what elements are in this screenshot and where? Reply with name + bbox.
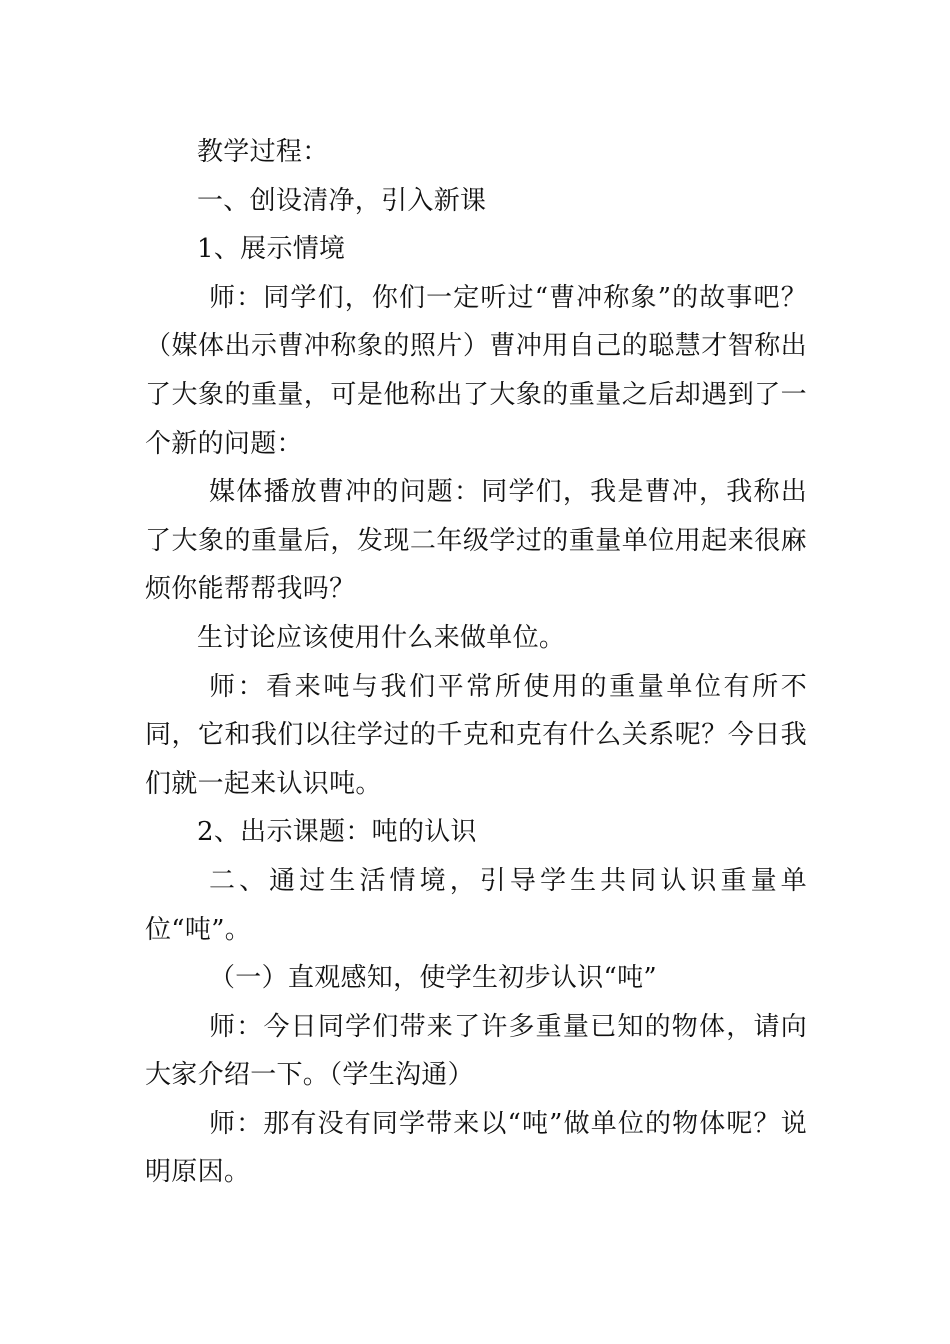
paragraph-teacher-objects: 师：今日同学们带来了许多重量已知的物体，请向大家介绍一下。（学生沟通） <box>145 1011 807 1091</box>
subsection-heading-show-topic: 2、出示课题：吨的认识 <box>197 817 477 848</box>
subsection-heading-intuitive-perception: （一）直观感知，使学生初步认识“吨” <box>209 963 657 994</box>
paragraph-media-question: 媒体播放曹冲的问题：同学们，我是曹冲，我称出了大象的重量后，发现二年级学过的重量单位用起来很麻烦你能帮帮我吗？ <box>145 477 807 605</box>
section-heading-part-two: 二、通过生活情境，引导学生共同认识重量单位“吨”。 <box>145 865 807 945</box>
paragraph-teacher-intro: 师：同学们，你们一定听过“曹冲称象”的故事吧？（媒体出示曹冲称象的照片）曹冲用自己的聪慧才智称出了大象的重量，可是他称出了大象的重量之后却遇到了一个新的问题： <box>145 282 807 459</box>
section-heading-teaching-process: 教学过程： <box>197 137 329 167</box>
document-body <box>145 128 807 1197</box>
paragraph-student-discussion: 生讨论应该使用什么来做单位。 <box>197 622 566 653</box>
subsection-heading-show-scenario: 1、展示情境 <box>197 234 346 265</box>
section-heading-part-one: 一、创设清净，引入新课 <box>197 185 487 216</box>
paragraph-teacher-ton-objects: 师：那有没有同学带来以“吨”做单位的物体呢？说明原因。 <box>145 1108 807 1188</box>
paragraph-teacher-ton-relation: 师：看来吨与我们平常所使用的重量单位有所不同，它和我们以往学过的千克和克有什么关系呢？今日我们就一起来认识吨。 <box>145 671 807 799</box>
